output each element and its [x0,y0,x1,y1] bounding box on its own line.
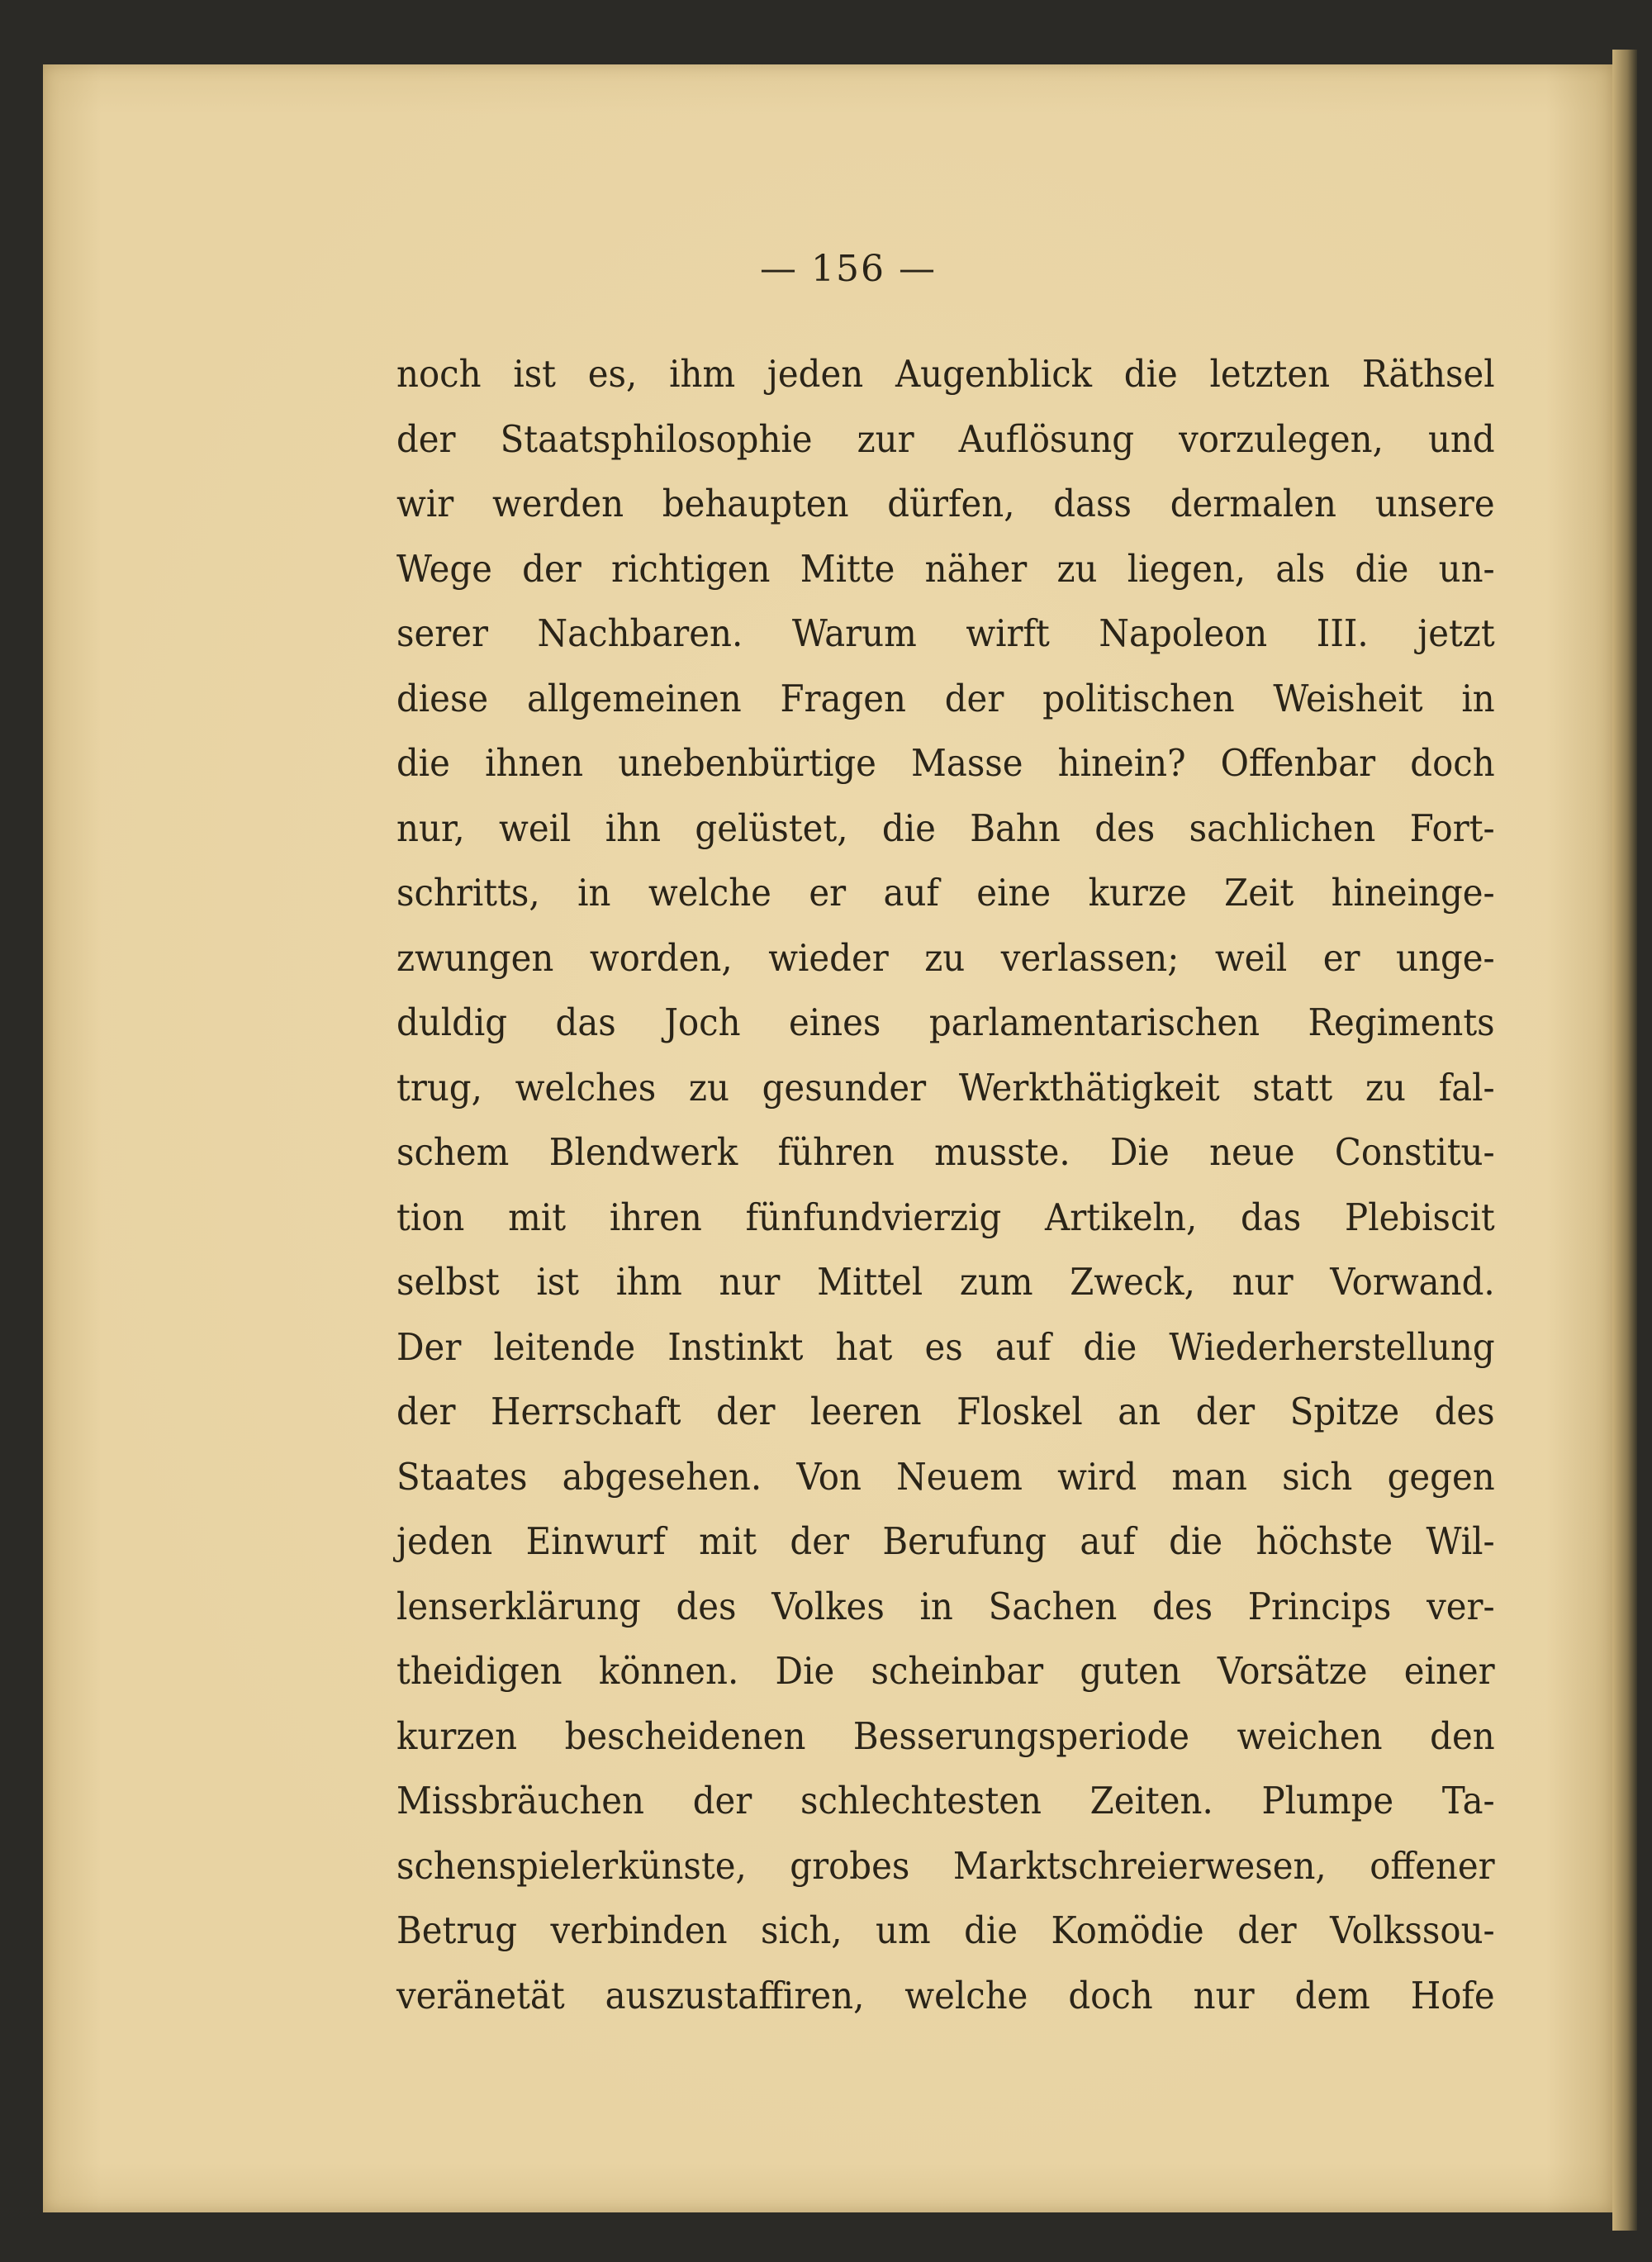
page-number: — 156 — [760,248,937,290]
text-line: schenspielerkünste, grobes Marktschreierwesen, offener [396,1843,1495,1888]
text-line: lenserklärung des Volkes in Sachen des Princips ver- [396,1584,1495,1628]
text-line: nur, weil ihn gelüstet, die Bahn des sachlichen Fort- [396,805,1495,850]
text-line: veränetät auszustaffiren, welche doch nur dem Hofe [396,1973,1495,2017]
text-line: wir werden behaupten dürfen, dass dermalen unsere [396,482,1495,525]
book-page [43,64,1612,2212]
text-line: duldig das Joch eines parlamentarischen Regiments [396,1000,1495,1044]
body-text [396,342,1495,2028]
text-line: theidigen können. Die scheinbar guten Vorsätze einer [396,1649,1495,1693]
text-line: trug, welches zu gesunder Werkthätigkeit statt zu fal- [396,1065,1495,1110]
text-line: Missbräuchen der schlechtesten Zeiten. Plumpe Ta- [396,1779,1495,1822]
text-line: diese allgemeinen Fragen der politischen Weisheit in [396,676,1495,720]
text-line: der Staatsphilosophie zur Auflösung vorzulegen, und [396,416,1495,461]
text-line: selbst ist ihm nur Mittel zum Zweck, nur Vorwand. [396,1260,1495,1304]
text-line: Staates abgesehen. Von Neuem wird man sich gegen [396,1454,1495,1499]
text-line: schem Blendwerk führen musste. Die neue Constitu- [396,1130,1495,1174]
text-line: kurzen bescheidenen Besserungsperiode weichen den [396,1713,1495,1758]
text-line: Wege der richtigen Mitte näher zu liegen, als die un- [396,546,1495,591]
text-line: der Herrschaft der leeren Floskel an der Spitze des [396,1390,1495,1433]
text-line: zwungen worden, wieder zu verlassen; weil er unge- [396,935,1495,980]
text-line: noch ist es, ihm jeden Augenblick die letzten Räthsel [396,352,1495,396]
text-line: tion mit ihren fünfundvierzig Artikeln, das Plebiscit [396,1195,1495,1239]
text-line: schritts, in welche er auf eine kurze Zeit hineinge- [396,871,1495,915]
text-line: die ihnen unebenbürtige Masse hinein? Offenbar doch [396,741,1495,785]
book-edge [1612,50,1637,2231]
text-line: serer Nachbaren. Warum wirft Napoleon III. jetzt [396,611,1495,655]
text-line: Der leitende Instinkt hat es auf die Wiederherstellung [396,1324,1495,1369]
text-line: jeden Einwurf mit der Berufung auf die höchste Wil- [396,1519,1495,1563]
text-line: Betrug verbinden sich, um die Komödie der Volkssou- [396,1908,1495,1952]
